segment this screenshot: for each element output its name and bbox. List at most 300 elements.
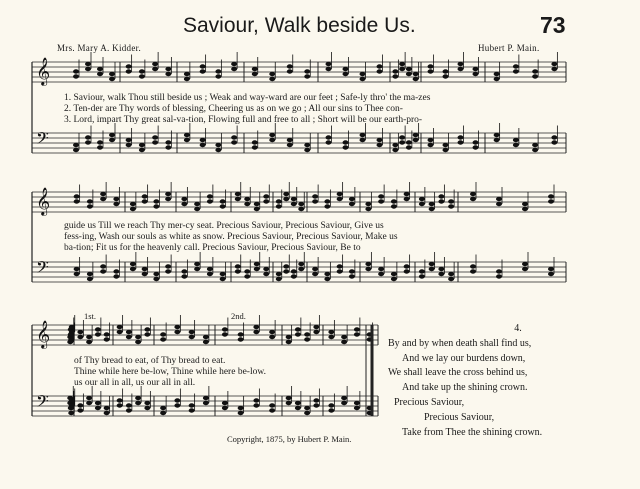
note-head bbox=[458, 67, 464, 71]
note-head bbox=[269, 335, 275, 339]
note-head bbox=[220, 199, 226, 203]
note-head bbox=[113, 202, 119, 206]
note-head bbox=[109, 138, 115, 142]
note-head bbox=[100, 264, 106, 268]
note-head bbox=[304, 337, 310, 341]
note-head bbox=[313, 330, 319, 334]
note-head bbox=[343, 67, 349, 71]
note-head bbox=[126, 403, 132, 407]
note-head bbox=[238, 337, 244, 341]
note-head bbox=[496, 274, 502, 278]
note-head bbox=[438, 199, 444, 203]
note-head bbox=[220, 272, 226, 276]
note-head bbox=[354, 406, 360, 410]
note-head bbox=[69, 325, 75, 329]
note-head bbox=[253, 403, 259, 407]
note-head bbox=[184, 72, 190, 76]
note-head bbox=[548, 199, 554, 203]
note-head bbox=[287, 69, 293, 73]
note-head bbox=[152, 135, 158, 139]
note-head bbox=[496, 202, 502, 206]
note-head bbox=[144, 327, 150, 331]
system2-verse3: ba-tion; Fit us for the heavenly call. Precious Saviour, Precious Saviour, Be to bbox=[64, 243, 361, 253]
note-head bbox=[189, 403, 195, 407]
note-head bbox=[532, 148, 538, 152]
hymn-number: 73 bbox=[540, 12, 566, 38]
treble-clef-icon: 𝄞 bbox=[36, 187, 51, 215]
note-head bbox=[448, 204, 454, 208]
note-head bbox=[142, 194, 148, 198]
note-head bbox=[448, 277, 454, 281]
note-head bbox=[399, 67, 405, 71]
note-head bbox=[295, 406, 301, 410]
verse4-line: And we lay our burdens down, bbox=[402, 352, 526, 364]
note-head bbox=[291, 274, 297, 278]
note-head bbox=[86, 396, 92, 400]
note-head bbox=[174, 325, 180, 329]
note-head bbox=[253, 398, 259, 402]
note-head bbox=[287, 143, 293, 147]
note-head bbox=[263, 194, 269, 198]
note-head bbox=[181, 202, 187, 206]
note-head bbox=[207, 272, 213, 276]
system3-verse3: us our all in all, us our all in all. bbox=[74, 378, 196, 388]
note-head bbox=[135, 335, 141, 339]
note-head bbox=[85, 62, 91, 66]
bass-clef-icon: 𝄢 bbox=[36, 257, 49, 281]
note-head bbox=[404, 269, 410, 273]
note-head bbox=[222, 406, 228, 410]
note-head bbox=[135, 401, 141, 405]
verse4-number: 4. bbox=[514, 323, 522, 334]
note-head bbox=[354, 332, 360, 336]
note-head bbox=[165, 269, 171, 273]
note-head bbox=[337, 269, 343, 273]
note-head bbox=[551, 67, 557, 71]
note-head bbox=[532, 74, 538, 78]
note-head bbox=[97, 140, 103, 144]
note-head bbox=[349, 197, 355, 201]
note-head bbox=[337, 192, 343, 196]
composer-credit: Hubert P. Main. bbox=[478, 43, 540, 53]
note-head bbox=[304, 411, 310, 415]
note-head bbox=[184, 133, 190, 137]
note-head bbox=[349, 269, 355, 273]
verse4-line: Take from Thee the shining crown. bbox=[402, 426, 543, 438]
note-head bbox=[286, 396, 292, 400]
note-head bbox=[174, 398, 180, 402]
note-head bbox=[194, 267, 200, 271]
note-head bbox=[360, 138, 366, 142]
note-head bbox=[244, 269, 250, 273]
note-head bbox=[287, 138, 293, 142]
note-head bbox=[286, 401, 292, 405]
system2-verse1: guide us Till we reach Thy mer-cy seat. Precious Saviour, Precious Saviour, Give us bbox=[64, 221, 384, 231]
note-head bbox=[378, 194, 384, 198]
note-head bbox=[235, 264, 241, 268]
note-head bbox=[377, 69, 383, 73]
note-head bbox=[419, 274, 425, 278]
note-head bbox=[406, 72, 412, 76]
note-head bbox=[238, 332, 244, 336]
note-head bbox=[298, 202, 304, 206]
note-head bbox=[312, 199, 318, 203]
note-head bbox=[276, 199, 282, 203]
verse4-block bbox=[388, 322, 588, 440]
note-head bbox=[104, 332, 110, 336]
note-head bbox=[494, 77, 500, 81]
note-head bbox=[117, 330, 123, 334]
note-head bbox=[160, 337, 166, 341]
note-head bbox=[413, 72, 419, 76]
system2-verse2: fess-ing, Wash our souls as white as snow. Precious Saviour, Precious Saviour, Make us bbox=[64, 232, 398, 242]
note-head bbox=[203, 401, 209, 405]
note-head bbox=[365, 262, 371, 266]
note-head bbox=[404, 264, 410, 268]
note-head bbox=[222, 332, 228, 336]
note-head bbox=[144, 332, 150, 336]
note-head bbox=[126, 64, 132, 68]
system3-verse1: of Thy bread to eat, of Thy bread to eat. bbox=[74, 356, 226, 366]
note-head bbox=[153, 204, 159, 208]
note-head bbox=[200, 69, 206, 73]
note-head bbox=[438, 267, 444, 271]
note-head bbox=[126, 143, 132, 147]
note-head bbox=[181, 269, 187, 273]
note-head bbox=[113, 274, 119, 278]
note-head bbox=[95, 401, 101, 405]
note-head bbox=[68, 337, 74, 341]
note-head bbox=[378, 199, 384, 203]
note-head bbox=[200, 138, 206, 142]
note-head bbox=[153, 199, 159, 203]
note-head bbox=[343, 145, 349, 149]
note-head bbox=[74, 194, 80, 198]
note-head bbox=[253, 325, 259, 329]
note-head bbox=[254, 262, 260, 266]
note-head bbox=[174, 403, 180, 407]
note-head bbox=[87, 272, 93, 276]
note-head bbox=[254, 207, 260, 211]
note-head bbox=[532, 69, 538, 73]
note-head bbox=[522, 267, 528, 271]
note-head bbox=[429, 267, 435, 271]
note-head bbox=[341, 335, 347, 339]
note-head bbox=[313, 325, 319, 329]
note-head bbox=[328, 403, 334, 407]
note-head bbox=[406, 67, 412, 71]
note-head bbox=[473, 145, 479, 149]
note-head bbox=[283, 197, 289, 201]
note-head bbox=[97, 145, 103, 149]
note-head bbox=[341, 340, 347, 344]
note-head bbox=[207, 194, 213, 198]
note-head bbox=[304, 406, 310, 410]
note-head bbox=[74, 199, 80, 203]
note-head bbox=[298, 207, 304, 211]
note-head bbox=[496, 269, 502, 273]
note-head bbox=[235, 269, 241, 273]
note-head bbox=[269, 77, 275, 81]
bass-clef-icon: 𝄢 bbox=[36, 391, 49, 415]
note-head bbox=[139, 143, 145, 147]
note-head bbox=[263, 199, 269, 203]
second-ending-label: 2nd. bbox=[231, 311, 246, 321]
note-head bbox=[252, 145, 258, 149]
note-head bbox=[139, 148, 145, 152]
note-head bbox=[548, 194, 554, 198]
note-head bbox=[328, 408, 334, 412]
note-head bbox=[130, 207, 136, 211]
note-head bbox=[349, 274, 355, 278]
note-head bbox=[235, 197, 241, 201]
note-head bbox=[215, 69, 221, 73]
note-head bbox=[269, 72, 275, 76]
note-head bbox=[513, 69, 519, 73]
note-head bbox=[343, 140, 349, 144]
note-head bbox=[222, 401, 228, 405]
note-head bbox=[85, 135, 91, 139]
note-head bbox=[69, 398, 75, 402]
note-head bbox=[312, 194, 318, 198]
note-head bbox=[109, 77, 115, 81]
note-head bbox=[522, 207, 528, 211]
note-head bbox=[458, 135, 464, 139]
verse4-line: And take up the shining crown. bbox=[402, 382, 528, 394]
copyright-notice: Copyright, 1875, by Hubert P. Main. bbox=[227, 434, 352, 444]
note-head bbox=[113, 197, 119, 201]
note-head bbox=[97, 67, 103, 71]
note-head bbox=[326, 135, 332, 139]
note-head bbox=[130, 262, 136, 266]
note-head bbox=[200, 143, 206, 147]
note-head bbox=[244, 197, 250, 201]
note-head bbox=[343, 72, 349, 76]
note-head bbox=[312, 267, 318, 271]
bass-clef-icon: 𝄢 bbox=[36, 128, 49, 152]
note-head bbox=[73, 69, 79, 73]
note-head bbox=[181, 274, 187, 278]
note-head bbox=[165, 145, 171, 149]
note-head bbox=[428, 143, 434, 147]
note-head bbox=[360, 77, 366, 81]
verse4-line: Precious Saviour, bbox=[424, 411, 495, 423]
note-head bbox=[130, 202, 136, 206]
note-head bbox=[73, 74, 79, 78]
note-head bbox=[404, 192, 410, 196]
note-head bbox=[443, 143, 449, 147]
note-head bbox=[443, 69, 449, 73]
note-head bbox=[231, 67, 237, 71]
note-head bbox=[85, 67, 91, 71]
note-head bbox=[126, 330, 132, 334]
lyricist-credit: Mrs. Mary A. Kidder. bbox=[57, 43, 141, 53]
note-head bbox=[399, 62, 405, 66]
note-head bbox=[73, 148, 79, 152]
note-head bbox=[203, 335, 209, 339]
note-head bbox=[165, 264, 171, 268]
note-head bbox=[203, 396, 209, 400]
note-head bbox=[85, 140, 91, 144]
note-head bbox=[139, 74, 145, 78]
note-head bbox=[194, 202, 200, 206]
note-head bbox=[304, 332, 310, 336]
note-head bbox=[413, 77, 419, 81]
note-head bbox=[144, 401, 150, 405]
note-head bbox=[69, 403, 75, 407]
note-head bbox=[494, 138, 500, 142]
note-head bbox=[404, 197, 410, 201]
note-head bbox=[513, 143, 519, 147]
note-head bbox=[365, 202, 371, 206]
note-head bbox=[152, 62, 158, 66]
note-head bbox=[304, 148, 310, 152]
note-head bbox=[263, 272, 269, 276]
note-head bbox=[419, 202, 425, 206]
note-head bbox=[406, 140, 412, 144]
note-head bbox=[174, 330, 180, 334]
note-head bbox=[392, 148, 398, 152]
note-head bbox=[269, 408, 275, 412]
treble-clef-icon: 𝄞 bbox=[36, 57, 51, 85]
note-head bbox=[86, 401, 92, 405]
note-head bbox=[117, 325, 123, 329]
note-head bbox=[470, 264, 476, 268]
note-head bbox=[165, 67, 171, 71]
note-head bbox=[326, 67, 332, 71]
note-head bbox=[252, 67, 258, 71]
treble-clef-icon: 𝄞 bbox=[36, 320, 51, 348]
note-head bbox=[287, 64, 293, 68]
note-head bbox=[391, 272, 397, 276]
note-head bbox=[130, 267, 136, 271]
note-head bbox=[269, 133, 275, 137]
note-head bbox=[298, 262, 304, 266]
note-head bbox=[144, 406, 150, 410]
note-head bbox=[253, 330, 259, 334]
note-head bbox=[235, 192, 241, 196]
note-head bbox=[399, 140, 405, 144]
note-head bbox=[448, 272, 454, 276]
note-head bbox=[283, 269, 289, 273]
note-head bbox=[494, 133, 500, 137]
note-head bbox=[295, 332, 301, 336]
note-head bbox=[443, 148, 449, 152]
note-head bbox=[360, 133, 366, 137]
note-head bbox=[532, 143, 538, 147]
note-head bbox=[77, 330, 83, 334]
note-head bbox=[283, 192, 289, 196]
note-head bbox=[399, 135, 405, 139]
note-head bbox=[160, 411, 166, 415]
note-head bbox=[95, 332, 101, 336]
note-head bbox=[473, 72, 479, 76]
note-head bbox=[104, 337, 110, 341]
note-head bbox=[470, 192, 476, 196]
note-head bbox=[184, 77, 190, 81]
note-head bbox=[419, 269, 425, 273]
note-head bbox=[87, 199, 93, 203]
note-head bbox=[341, 401, 347, 405]
note-head bbox=[244, 202, 250, 206]
note-head bbox=[428, 138, 434, 142]
note-head bbox=[87, 277, 93, 281]
note-head bbox=[109, 72, 115, 76]
note-head bbox=[494, 72, 500, 76]
note-head bbox=[126, 69, 132, 73]
note-head bbox=[428, 64, 434, 68]
note-head bbox=[165, 140, 171, 144]
note-head bbox=[152, 67, 158, 71]
note-head bbox=[438, 272, 444, 276]
note-head bbox=[87, 204, 93, 208]
note-head bbox=[324, 277, 330, 281]
note-head bbox=[276, 272, 282, 276]
note-head bbox=[165, 72, 171, 76]
verse4-line: Precious Saviour, bbox=[394, 396, 465, 408]
note-head bbox=[295, 327, 301, 331]
note-head bbox=[68, 411, 74, 415]
note-head bbox=[458, 140, 464, 144]
note-head bbox=[117, 398, 123, 402]
note-head bbox=[74, 272, 80, 276]
note-head bbox=[470, 197, 476, 201]
note-head bbox=[77, 403, 83, 407]
note-head bbox=[200, 64, 206, 68]
note-head bbox=[419, 197, 425, 201]
note-head bbox=[354, 401, 360, 405]
note-head bbox=[473, 140, 479, 144]
note-head bbox=[365, 267, 371, 271]
note-head bbox=[337, 197, 343, 201]
note-head bbox=[86, 340, 92, 344]
note-head bbox=[470, 269, 476, 273]
note-head bbox=[328, 335, 334, 339]
note-head bbox=[269, 330, 275, 334]
note-head bbox=[313, 398, 319, 402]
note-head bbox=[413, 138, 419, 142]
note-head bbox=[203, 340, 209, 344]
note-head bbox=[126, 335, 132, 339]
note-head bbox=[153, 277, 159, 281]
note-head bbox=[377, 64, 383, 68]
note-head bbox=[189, 335, 195, 339]
note-head bbox=[97, 72, 103, 76]
note-head bbox=[95, 327, 101, 331]
note-head bbox=[392, 143, 398, 147]
system1-verse1: 1. Saviour, walk Thou still beside us ; Weak and way-ward are our feet ; Safe-ly thro' the ma-zes bbox=[64, 93, 431, 103]
note-head bbox=[349, 202, 355, 206]
note-head bbox=[184, 138, 190, 142]
note-head bbox=[438, 194, 444, 198]
system1-verse2: 2. Ten-der are Thy words of blessing, Cheering us as on we go ; All our sins to Thee con- bbox=[64, 104, 403, 114]
note-head bbox=[142, 272, 148, 276]
hymn-title: Saviour, Walk beside Us. bbox=[183, 14, 416, 37]
note-head bbox=[378, 267, 384, 271]
note-head bbox=[324, 199, 330, 203]
note-head bbox=[113, 269, 119, 273]
note-head bbox=[391, 204, 397, 208]
note-head bbox=[100, 269, 106, 273]
note-head bbox=[139, 69, 145, 73]
note-head bbox=[254, 267, 260, 271]
note-head bbox=[365, 207, 371, 211]
note-head bbox=[283, 264, 289, 268]
note-head bbox=[286, 340, 292, 344]
note-head bbox=[126, 138, 132, 142]
note-head bbox=[220, 204, 226, 208]
note-head bbox=[458, 62, 464, 66]
